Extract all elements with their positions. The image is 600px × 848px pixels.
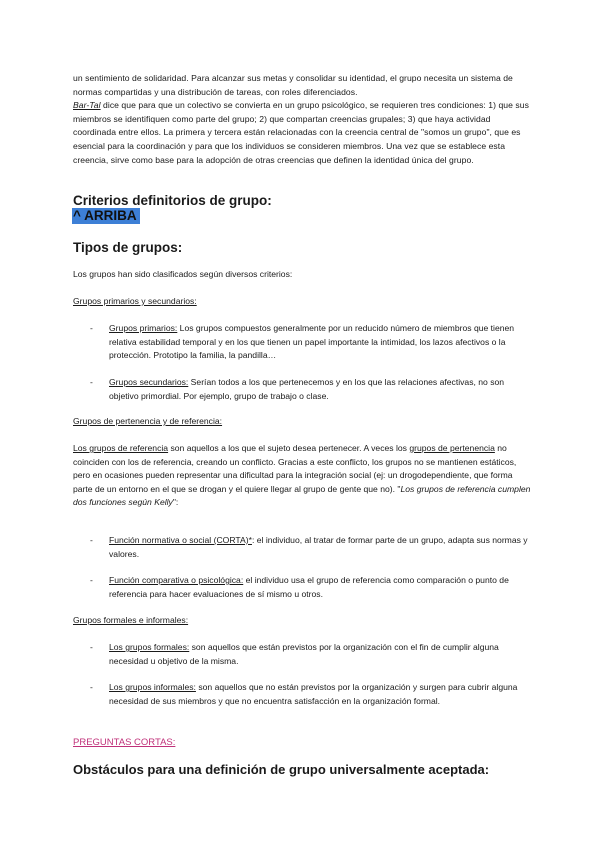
tipos-intro: Los grupos han sido clasificados según diversos criterios: — [73, 269, 293, 279]
item-text: : el individuo, al tratar de formar parte de un grupo, adapta sus normas y valores. — [109, 535, 528, 559]
item-term: Función comparativa o psicológica: — [109, 575, 244, 585]
item-text: Los grupos compuestos generalmente por un reducido número de miembros que tienen relativa estabilidad temporal y en los que tienen un papel importante la intimidad, los lazos afectivos o la protección. Prototipo la familia, la pandilla… — [109, 323, 515, 361]
bullet-dash: - — [90, 682, 93, 692]
list-item — [90, 322, 535, 363]
term-pertenencia: grupos de pertenencia — [409, 443, 495, 453]
list-item — [90, 534, 535, 561]
pertenencia-heading: Grupos de pertenencia y de referencia: — [73, 416, 223, 426]
item-term: Los grupos formales: — [109, 642, 190, 652]
primarios-heading: Grupos primarios y secundarios: — [73, 296, 197, 306]
paragraph-text: ": — [172, 497, 179, 508]
item-text: son aquellos que están previstos por la organización con el fin de cumplir alguna necesidad u objetivo de la misma. — [109, 642, 499, 666]
intro-line: un sentimiento de solidaridad. Para alcanzar sus metas y consolidar su identidad, el grupo necesita un sistema de normas compartidas y una distribución de tareas, con roles diferenciados. — [73, 73, 513, 97]
list-item — [90, 681, 535, 708]
bullet-dash: - — [90, 323, 93, 333]
item-term: Función normativa o social (CORTA)* — [109, 535, 252, 545]
term-referencia: Los grupos de referencia — [73, 443, 169, 453]
criterios-heading: Criterios definitorios de grupo: — [73, 193, 272, 208]
item-term: Grupos primarios: — [109, 323, 178, 333]
item-text: el individuo usa el grupo de referencia como comparación o punto de referencia para hacer evaluaciones de sí mismo u otros. — [109, 575, 509, 599]
bar-tal-reference: Bar-Tal — [73, 100, 101, 111]
item-term: Los grupos informales: — [109, 682, 196, 692]
preguntas-cortas-link[interactable]: PREGUNTAS CORTAS: — [73, 737, 176, 748]
paragraph-text: son aquellos a los que el sujeto desea pertenecer. A veces los — [168, 443, 410, 453]
obstaculos-heading: Obstáculos para una definición de grupo universalmente aceptada: — [73, 762, 490, 777]
intro-paragraph — [73, 72, 533, 167]
pertenencia-paragraph — [73, 442, 533, 510]
list-item — [90, 574, 535, 601]
kelly-quote: Los grupos de referencia cumplen dos funciones según Kelly — [73, 483, 531, 508]
arriba-link[interactable]: ^ ARRIBA — [72, 208, 140, 224]
tipos-heading: Tipos de grupos: — [73, 240, 183, 255]
item-text: son aquellos que no están previstos por la organización y surgen para cubrir alguna necesidad de sus miembros y que no encuentra satisfacción en la organización formal. — [109, 682, 518, 706]
item-term: Grupos secundarios: — [109, 377, 189, 387]
list-item — [90, 641, 535, 668]
item-text: Serían todos a los que pertenecemos y en los que las relaciones afectivas, no son objetivo primordial. Por ejemplo, grupo de trabajo o clase. — [109, 377, 505, 401]
bullet-dash: - — [90, 377, 93, 387]
bullet-dash: - — [90, 535, 93, 545]
list-item — [90, 376, 535, 403]
formales-heading: Grupos formales e informales: — [73, 615, 189, 625]
intro-rest: dice que para que un colectivo se convierta en un grupo psicológico, se requieren tres condiciones: 1) que sus miembros se identifiquen como parte del grupo; 2) que compartan creencias grupales; 3) que haya actividad coordinada entre ellos. La primera y tercera están relacionadas con la creencia central de "somos un grupo", que es esencial para la coordinación y para que los individuos se consideren miembros. Una vez que se establece esta creencia, sirve como base para la adopción de otras creencias que definen la identidad única del grupo. — [73, 100, 529, 165]
bullet-dash: - — [90, 575, 93, 585]
bullet-dash: - — [90, 642, 93, 652]
paragraph-text: no coinciden con los de referencia, creando un conflicto. Gracias a este conflicto, los grupos no se mantienen estáticos, pero en ocasiones pueden representar una dificultad para la integración social (ej: un drogodependiente, que forma parte de un entorno en el que se drogan y el quiere llegar al grupo de gente que no). " — [73, 443, 517, 494]
